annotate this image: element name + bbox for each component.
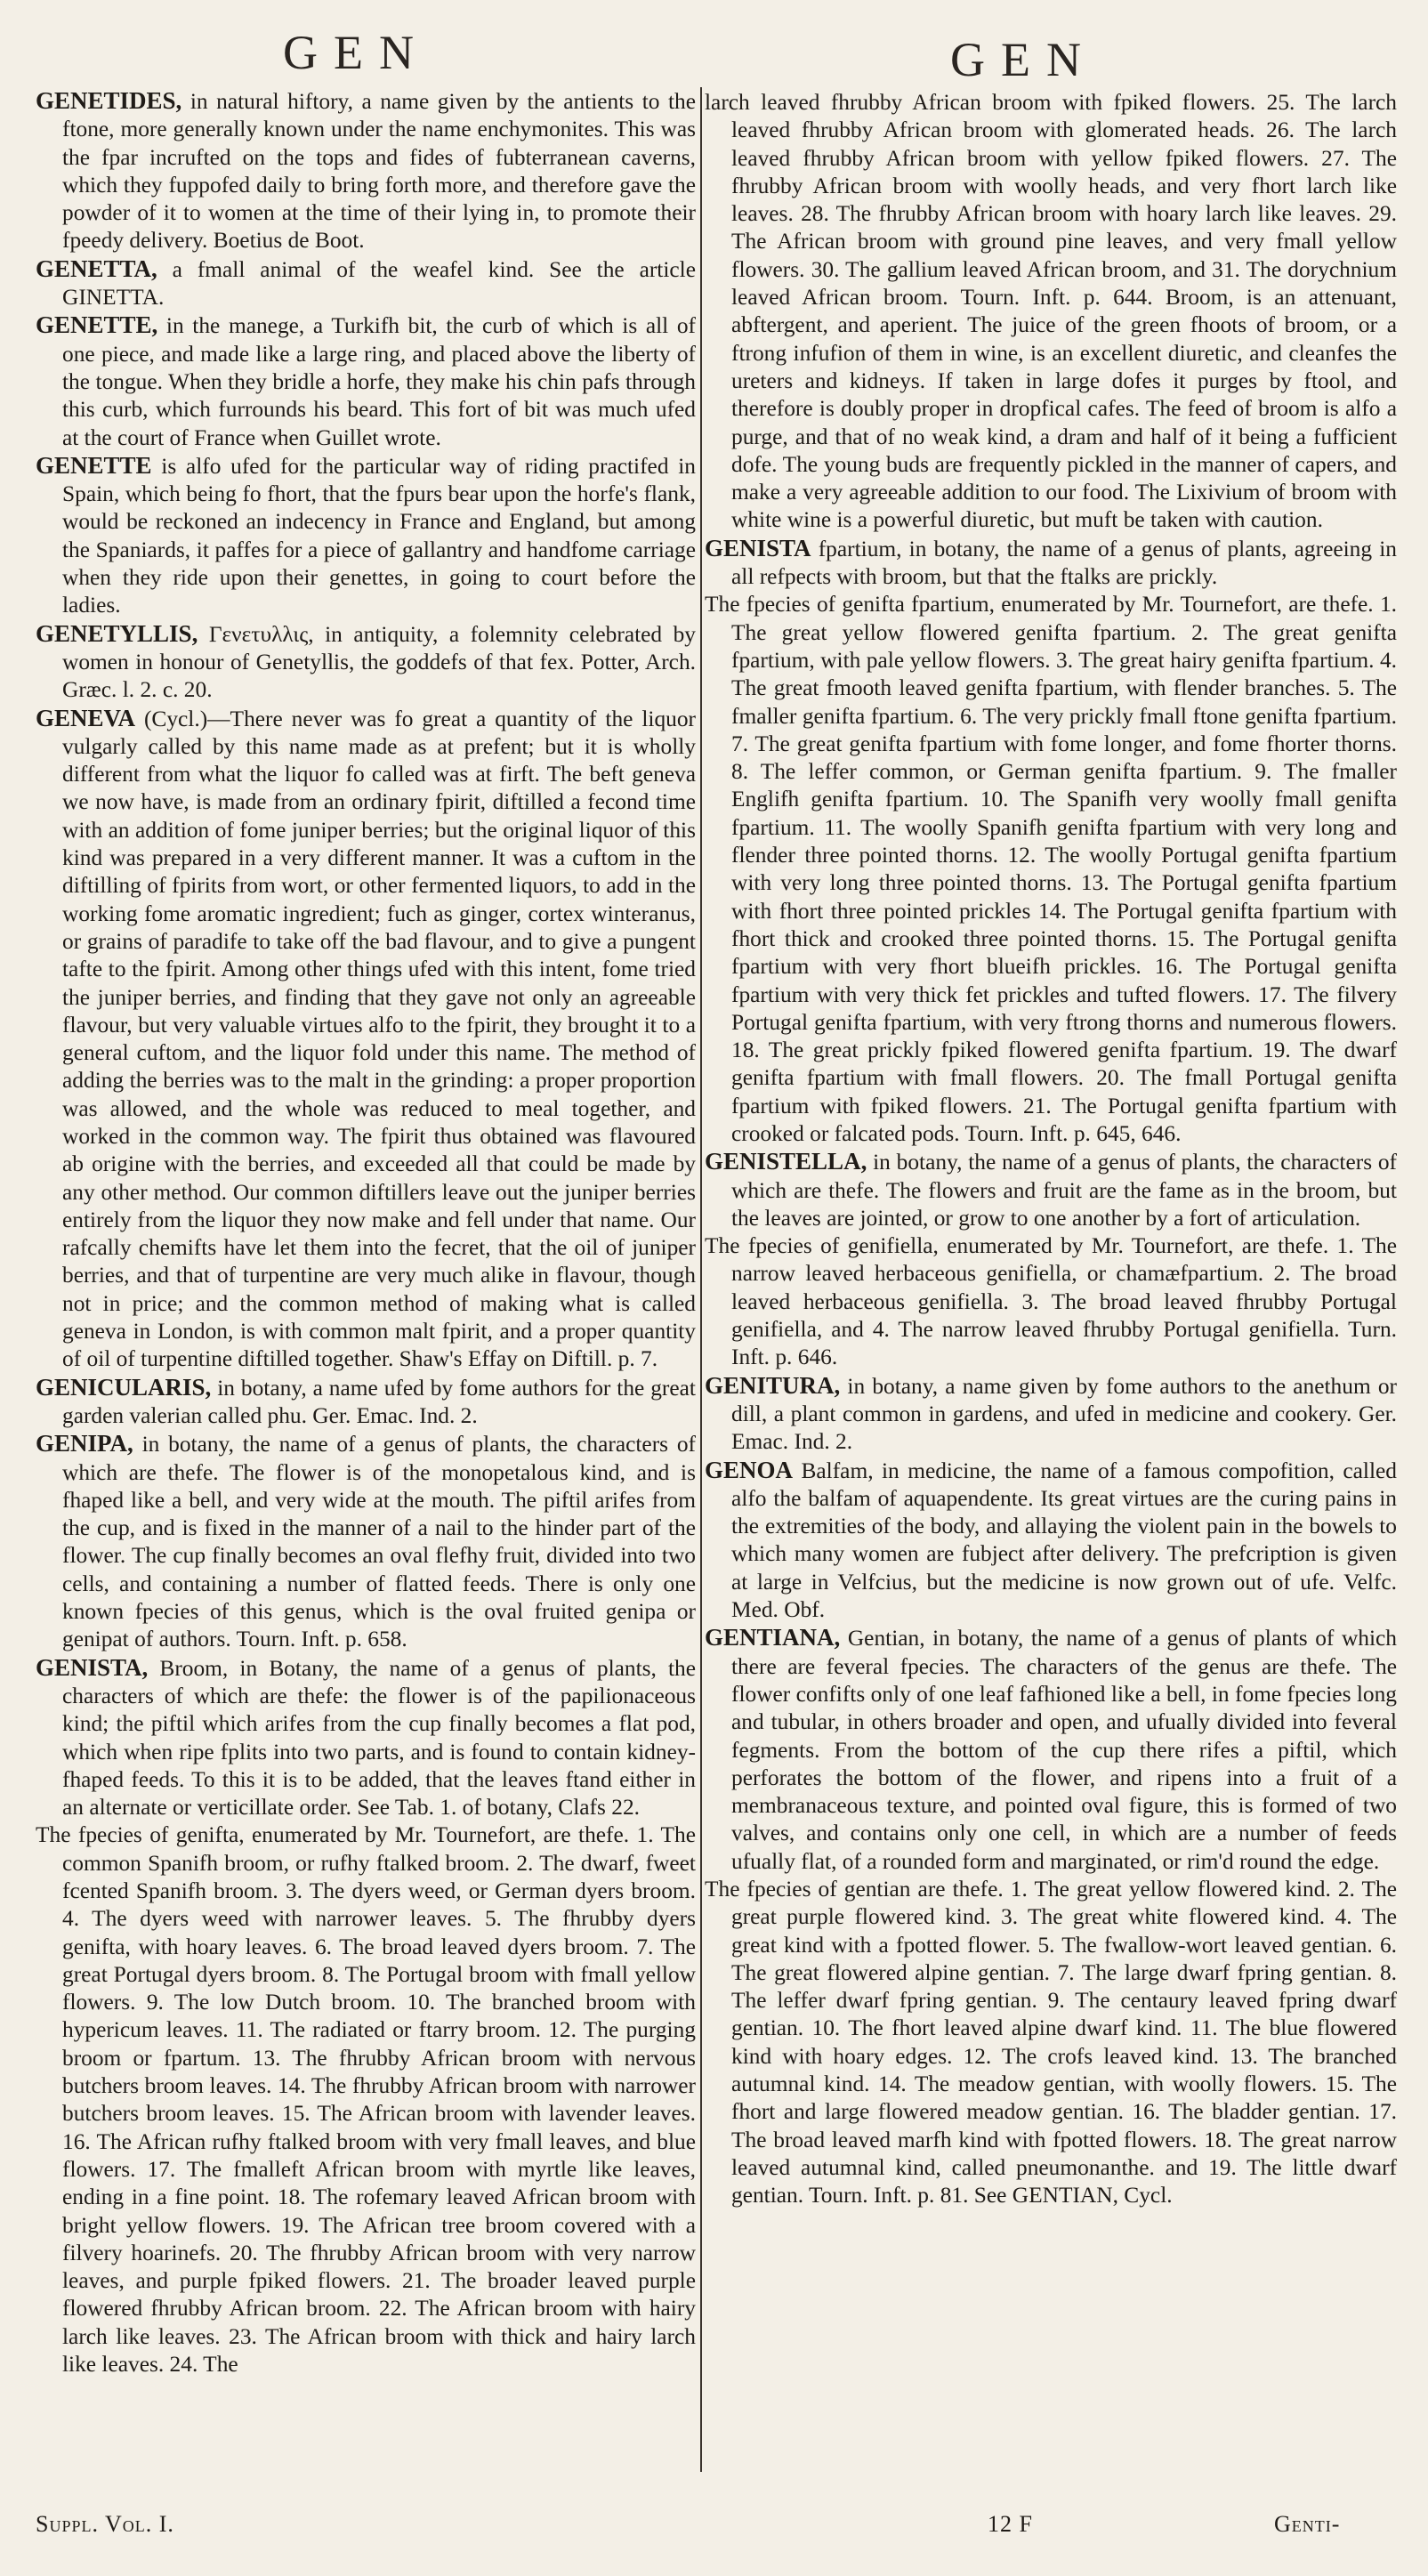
column-divider: [700, 87, 702, 2472]
entry-headword: GENETYLLIS,: [36, 619, 198, 647]
dictionary-entry: [705, 1457, 1397, 1625]
entry-text: in botany, the name of a genus of plants, the characters of which are thefe. The flowers and fruit are the fame as in the broom, but the leaves are jointed, or grow to one another by a fort of articulation.: [731, 1150, 1397, 1231]
dictionary-entry: [36, 1374, 696, 1431]
entry-paragraph: [705, 591, 1397, 1148]
dictionary-entry: [705, 535, 1397, 592]
entry-headword: GENISTA,: [36, 1653, 149, 1681]
entry-headword: GENETIDES,: [36, 87, 182, 114]
entry-text: The fpecies of gentian are thefe. 1. The great yellow flowered kind. 2. The great purple flowered kind. 3. The great white flowered kind. 4. The great kind with a fpotted flower. 5. The fwallow-wort leaved gentian. 6. The great flowered alpine gentian. 7. The large dwarf fpring gentian. 8. The leffer dwarf fpring gentian. 9. The centaury leaved fpring dwarf gentian. 10. The fhort leaved alpine dwarf kind. 11. The blue flowered kind with hoary edges. 12. The crofs leaved kind. 13. The branched autumnal kind. 14. The meadow gentian, with woolly flowers. 15. The fhort and large flowered meadow gentian. 16. The bladder gentian. 17. The broad leaved marfh kind with fpotted flowers. 18. The great narrow leaved autumnal kind, called pneumonanthe. and 19. The little dwarf gentian. Tourn. Inft. p. 81. See GENTIAN, Cycl.: [705, 1877, 1397, 2209]
entry-headword: GENITURA,: [705, 1371, 841, 1399]
entry-text: in botany, a name ufed by fome authors for the great garden valerian called phu. Ger. Emac. Ind. 2.: [62, 1375, 696, 1428]
entry-text: larch leaved fhrubby African broom with fpiked flowers. 25. The larch leaved fhrubby African broom with glomerated heads. 26. The larch leaved fhrubby African broom with yellow fpiked flowers. 27. The fhrubby African broom with woolly heads, and very fhort larch like leaves. 28. The fhrubby African broom with hoary larch like leaves. 29. The African broom with ground pine leaves, and very fmall yellow flowers. 30. The gallium leaved African broom, and 31. The dorychnium leaved African broom. Tourn. Inft. p. 644. Broom, is an attenuant, abftergent, and aperient. The juice of the green fhoots of broom, or a ftrong infufion of them in wine, is an excellent diuretic, and cleanfes the ureters and kidneys. If taken in large dofes it purges by ftool, and therefore is doubly proper in dropfical cafes. The feed of broom is alfo a purge, and that of no weak kind, a dram and half of it being a fufficient dofe. The young buds are frequently pickled in the manner of capers, and make a very agreeable addition to our food. The Lixivium of broom with white wine is a powerful diuretic, but muft be taken with caution.: [705, 90, 1397, 533]
dictionary-entry: [36, 452, 696, 620]
entry-headword: GENETTE,: [36, 311, 158, 339]
entry-text: The fpecies of genifta, enumerated by Mr. Tournefort, are thefe. 1. The common Spanifh broom, or rufhy ftalked broom. 2. The dwarf, fweet fcented Spanifh broom. 3. The dyers weed, or German dyers broom. 4. The dyers weed with narrower leaves. 5. The fhrubby dyers genifta, with hoary leaves. 6. The broad leaved dyers broom. 7. The great Portugal dyers broom. 8. The Portugal broom with fmall yellow flowers. 9. The low Dutch broom. 10. The branched broom with hypericum leaves. 11. The radiated or ftarry broom. 12. The purging broom or fpartum. 13. The fhrubby African broom with nervous butchers broom leaves. 14. The fhrubby African broom with narrower butchers broom leaves. 15. The African broom with lavender leaves. 16. The African rufhy ftalked broom with very fmall leaves, and blue flowers. 17. The fmalleft African broom with myrtle like leaves, ending in a fine point. 18. The rofemary leaved African broom with bright yellow flowers. 19. The African tree broom covered with a filvery hoarinefs. 20. The fhrubby African broom with very narrow leaves, and purple fpiked flowers. 21. The broader leaved purple flowered fhrubby African broom. 22. The African broom with hairy larch like leaves. 23. The African broom with thick and hairy larch like leaves. 24. The: [36, 1822, 696, 2378]
running-head-right: GEN: [950, 33, 1097, 86]
entry-paragraph: [705, 1232, 1397, 1371]
dictionary-entry: [36, 311, 696, 451]
entry-text: Γενετυλλις, in antiquity, a folemnity celebrated by women in honour of Genetyllis, the goddefs of that fex. Potter, Arch. Græc. l. 2. c. 20.: [62, 621, 696, 703]
entry-text: Broom, in Botany, the name of a genus of plants, the characters of which are thefe: the flower is of the papilionaceous kind; the piftil which arifes from the cup finally becomes a flat pod, which when ripe fplits into two parts, and is found to contain kidney-fhaped feeds. To this it is to be added, that the leaves ftand either in an alternate or verticillate order. See Tab. 1. of botany, Clafs 22.: [62, 1655, 696, 1821]
signature-mark: 12 F: [988, 2511, 1033, 2537]
entry-headword: GENOA: [705, 1456, 794, 1483]
entry-headword: GENISTELLA,: [705, 1148, 867, 1175]
entry-text: Gentian, in botany, the name of a genus of plants of which there are feveral fpecies. The characters of the genus are thefe. The flower confifts only of one leaf fafhioned like a bell, in fome fpecies long and tubular, in others broader and open, and ufually divided into feveral fegments. From the bottom of the cup there rifes a piftil, which perforates the bottom of the flower, and ripens into a fruit of a membranaceous texture, and pointed oval figure, this is formed of two valves, and contains only one cell, in which are a number of feeds ufually flat, of a rounded form and marginated, or rim'd round the edge.: [731, 1626, 1397, 1874]
entry-headword: GENIPA,: [36, 1430, 133, 1458]
entry-text: is alfo ufed for the particular way of riding practifed in Spain, which being fo fhort, that the fpurs bear upon the horfe's flank, would be reckoned an indecency in France and England, but among the Spaniards, it paffes for a piece of gallantry and handfome carriage when they ride upon their genettes, in going to court before the ladies.: [62, 453, 696, 618]
entry-text: The fpecies of genifiella, enumerated by Mr. Tournefort, are thefe. 1. The narrow leaved herbaceous genifiella, or chamæfpartium. 2. The broad leaved herbaceous genifiella. 3. The broad leaved fhrubby Portugal genifiella, and 4. The narrow leaved fhrubby Portugal genifiella. Turn. Inft. p. 646.: [705, 1233, 1397, 1370]
entry-headword: GENEVA: [36, 704, 136, 731]
volume-label: Suppl. Vol. I.: [36, 2511, 174, 2537]
entry-headword: GENETTA,: [36, 254, 157, 282]
entry-paragraph: [705, 89, 1397, 535]
entry-text: (Cycl.)—There never was fo great a quantity of the liquor vulgarly called by this name made as at prefent; but it is wholly different from what the liquor fo called was at firft. The beft geneva we now have, is made from an ordinary fpirit, diftilled a fecond time with an addition of fome juniper berries; but the original liquor of this kind was prepared in a very different manner. It was a cuftom in the diftilling of fpirits from wort, or other fermented liquors, to add in the working fome aromatic ingredient; fuch as ginger, cortex winteranus, or grains of paradife to take off the bad flavour, and to give a pungent tafte to the fpirit. Among other things ufed with this intent, fome tried the juniper berries, and finding that they gave not only an agreeable flavour, but very valuable virtues alfo to the fpirit, they brought it to a general cuftom, and the liquor fold under this name. The method of adding the berries was to the malt in the grinding: a proper proportion was allowed, and the whole was reduced to meal together, and worked in the common way. The fpirit thus obtained was flavoured ab origine with the berries, and exceeded all that could be made by any other method. Our common diftillers leave out the juniper berries entirely from the liquor they now make and fell under that name. Our rafcally chemifts have let them into the fecret, that the oil of juniper berries, and that of turpentine are very much alike in flavour, though not in price; and the common method of making what is called geneva in London, is with common malt fpirit, and a proper quantity of oil of turpentine diftilled together. Shaw's Effay on Diftill. p. 7.: [62, 706, 696, 1372]
dictionary-entry: [36, 255, 696, 312]
entry-text: fpartium, in botany, the name of a genus of plants, agreeing in all refpects with broom, but that the ftalks are prickly.: [731, 536, 1397, 590]
dictionary-entry: [36, 705, 696, 1374]
dictionary-entry: [36, 1430, 696, 1653]
entry-text: a fmall animal of the weafel kind. See the article GINETTA.: [62, 256, 696, 311]
entry-text: in botany, the name of a genus of plants, the characters of which are thefe. The flower is of the monopetalous kind, and is fhaped like a bell, and very wide at the mouth. The piftil arifes from the cup, and is fixed in the manner of a nail to the hinder part of the flower. The cup finally becomes an oval flefhy fruit, divided into two cells, and containing a number of flatted feeds. There is only one known fpecies of this genus, which is the oval fruited genipa or genipat of authors. Tourn. Inft. p. 658.: [62, 1432, 696, 1652]
entry-text: in natural hiftory, a name given by the antients to the ftone, more generally known under the name enchymonites. This was the fpar incrufted on the tops and fides of fubterranean caverns, which they fuppofed daily to bring forth more, and therefore gave the powder of it to women at the time of their lying in, to promote their fpeedy delivery. Boetius de Boot.: [62, 89, 696, 254]
catchword: Genti-: [1274, 2511, 1341, 2537]
dictionary-entry: [36, 620, 696, 705]
dictionary-entry: [705, 1624, 1397, 1876]
entry-text: in botany, a name given by fome authors to the anethum or dill, a plant common in gardens, and ufed in medicine and cookery. Ger. Emac. Ind. 2.: [731, 1373, 1397, 1455]
entry-paragraph: [705, 1876, 1397, 2210]
entry-text: The fpecies of genifta fpartium, enumerated by Mr. Tournefort, are thefe. 1. The great yellow flowered genifta fpartium. 2. The great genifta fpartium, with pale yellow flowers. 3. The great hairy genifta fpartium. 4. The great fmooth leaved genifta fpartium, with flender branches. 5. The fmaller genifta fpartium. 6. The very prickly fmall ftone genifta fpartium. 7. The great genifta fpartium with fome longer, and fome fhorter thorns. 8. The leffer common, or German genifta fpartium. 9. The fmaller Englifh genifta fpartium. 10. The Spanifh very woolly fmall genifta fpartium. 11. The woolly Spanifh genifta fpartium with very long and flender three pointed thorns. 12. The woolly Portugal genifta fpartium with very long three pointed thorns. 13. The Portugal genifta fpartium with fhort three pointed prickles 14. The Portugal genifta fpartium with fhort thick and crooked three pointed thorns. 15. The Portugal genifta fpartium with very fhort blueifh prickles. 16. The Portugal genifta fpartium with very thick fet prickles and tufted flowers. 17. The filvery Portugal genifta fpartium, with very ftrong thorns and numerous flowers. 18. The great prickly fpiked flowered genifta fpartium. 19. The dwarf genifta fpartium with fmall flowers. 20. The fmall Portugal genifta fpartium with fpiked flowers. 21. The Portugal genifta fpartium with crooked or falcated pods. Tourn. Inft. p. 645, 646.: [705, 592, 1397, 1146]
left-column: [36, 87, 696, 2490]
entry-headword: GENTIANA,: [705, 1624, 841, 1651]
entry-paragraph: [36, 1821, 696, 2378]
entry-headword: GENICULARIS,: [36, 1373, 212, 1401]
running-head-left: GEN: [283, 26, 430, 79]
right-column: [705, 89, 1397, 2491]
dictionary-entry: [36, 87, 696, 255]
entry-text: Balfam, in medicine, the name of a famous compofition, called alfo the balfam of aquapendente. Its great virtues are the curing pains in the extremities of the body, and allaying the violent pain in the bowels to which many women are fubject after delivery. The prefcription is given at large in Velfcius, but the medicine is now grown out of ufe. Velfc. Med. Obf.: [731, 1458, 1397, 1623]
entry-headword: GENISTA: [705, 534, 811, 561]
entry-headword: GENETTE: [36, 451, 152, 479]
dictionary-entry: [36, 1654, 696, 1822]
entry-text: in the manege, a Turkifh bit, the curb of which is all of one piece, and made like a large ring, and placed above the liberty of the tongue. When they bridle a horfe, they make his chin pafs through this curb, which furrounds his beard. This fort of bit was much ufed at the court of France when Guillet wrote.: [62, 313, 696, 450]
dictionary-entry: [705, 1148, 1397, 1232]
dictionary-entry: [705, 1372, 1397, 1457]
